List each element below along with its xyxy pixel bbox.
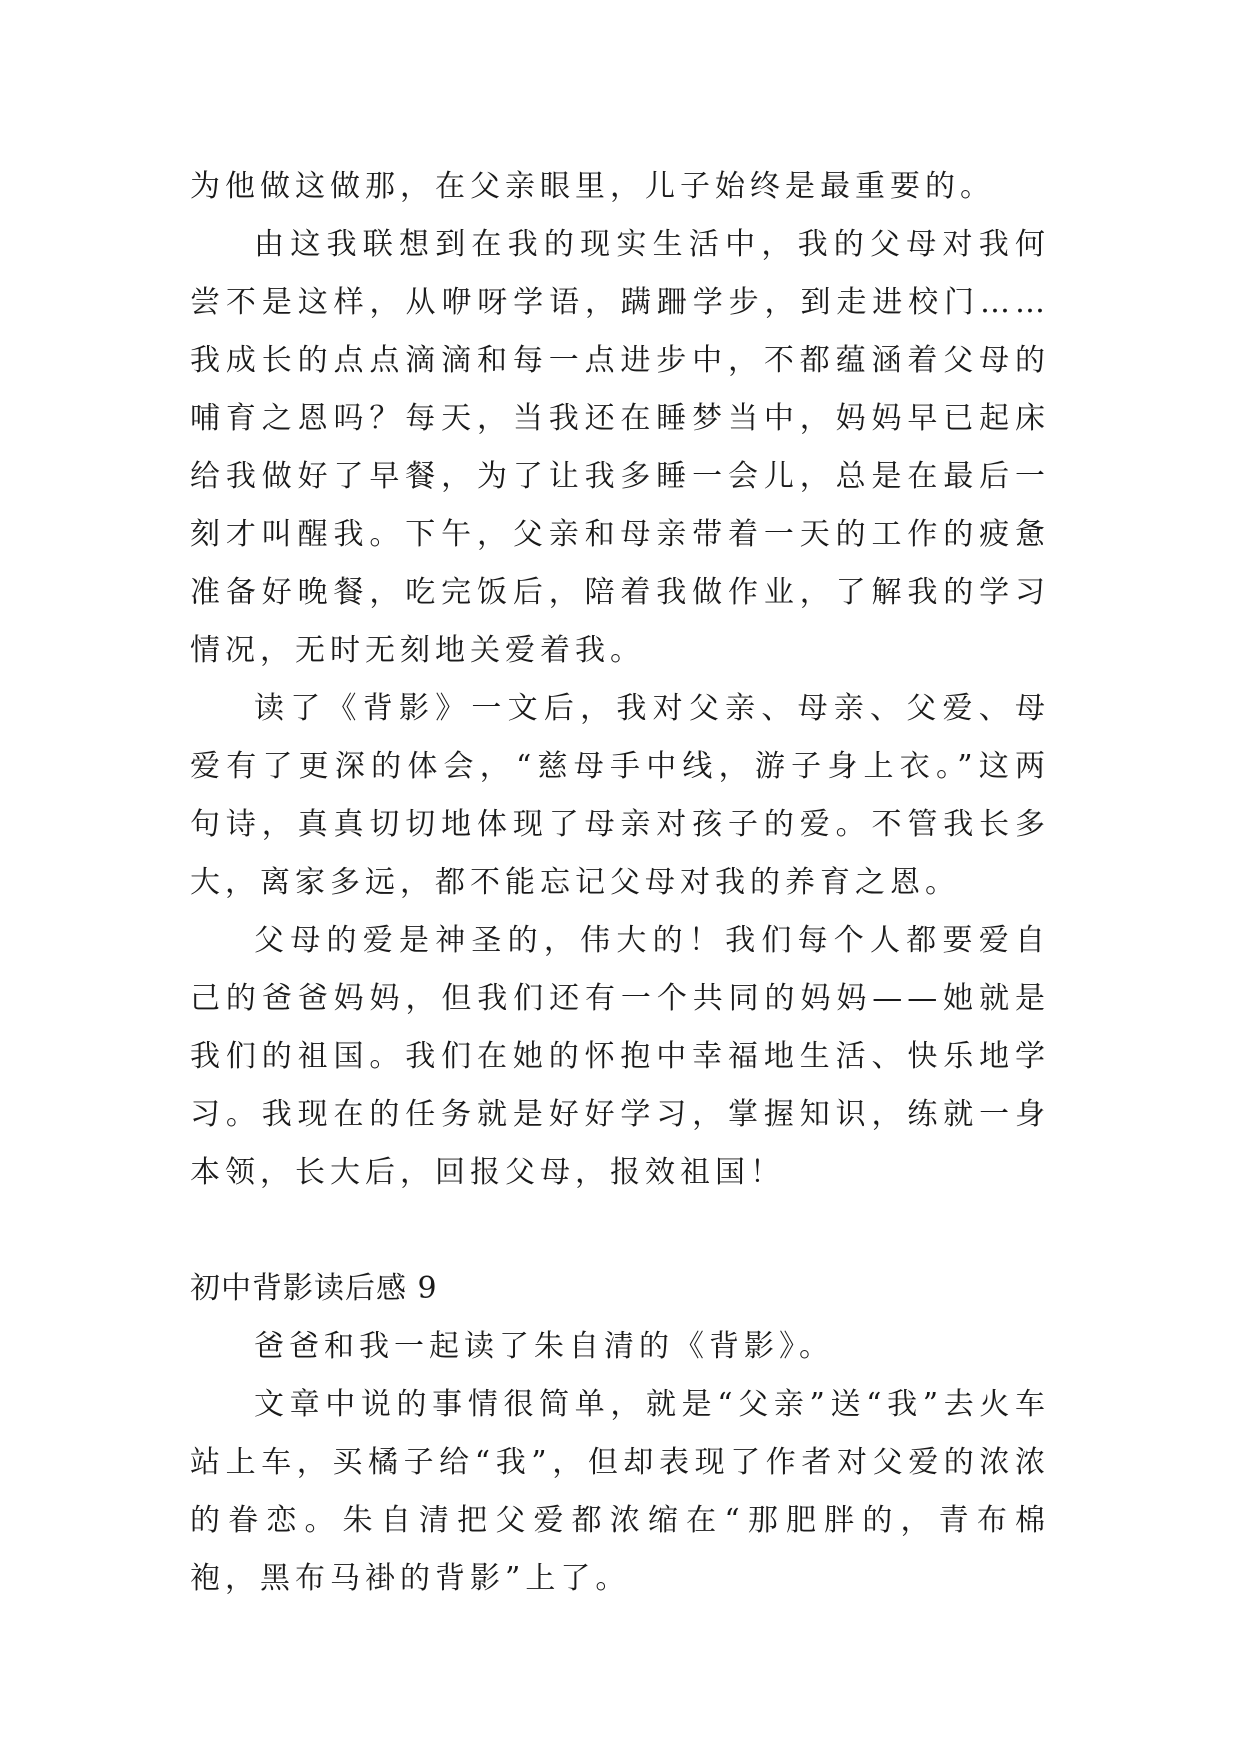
section-title: 初中背影读后感 9 (190, 1271, 438, 1306)
paragraph: 文章中说的事情很简单，就是“父亲”送“我”去火车站上车，买橘子给“我”，但却表现了作者对父爱的浓浓的眷恋。朱自清把父爱都浓缩在“那肥胖的，青布棉袍，黑布马褂的背影”上了。 (190, 1387, 1050, 1596)
paragraph: 由这我联想到在我的现实生活中，我的父母对我何尝不是这样，从咿呀学语，蹒跚学步，到走进校门……我成长的点点滴滴和每一点进步中，不都蕴涵着父母的哺育之恩吗？每天，当我还在睡梦当中，妈妈早已起床给我做好了早餐，为了让我多睡一会儿，总是在最后一刻才叫醒我。下午，父亲和母亲带着一天的工作的疲惫准备好晚餐，吃完饭后，陪着我做作业，了解我的学习情况，无时无刻地关爱着我。 (190, 227, 1050, 668)
document-body (190, 158, 1050, 1608)
paragraph: 父母的爱是神圣的，伟大的！我们每个人都要爱自己的爸爸妈妈，但我们还有一个共同的妈妈——她就是我们的祖国。我们在她的怀抱中幸福地生活、快乐地学习。我现在的任务就是好好学习，掌握知识，练就一身本领，长大后，回报父母，报效祖国！ (190, 923, 1050, 1190)
spacer (190, 1202, 1050, 1260)
paragraph: 爸爸和我一起读了朱自清的《背影》。 (254, 1329, 834, 1364)
paragraph: 读了《背影》一文后，我对父亲、母亲、父爱、母爱有了更深的体会，“慈母手中线，游子身上衣。”这两句诗，真真切切地体现了母亲对孩子的爱。不管我长多大，离家多远，都不能忘记父母对我的养育之恩。 (190, 691, 1050, 900)
paragraph-continuation: 为他做这做那，在父亲眼里，儿子始终是最重要的。 (190, 169, 995, 204)
